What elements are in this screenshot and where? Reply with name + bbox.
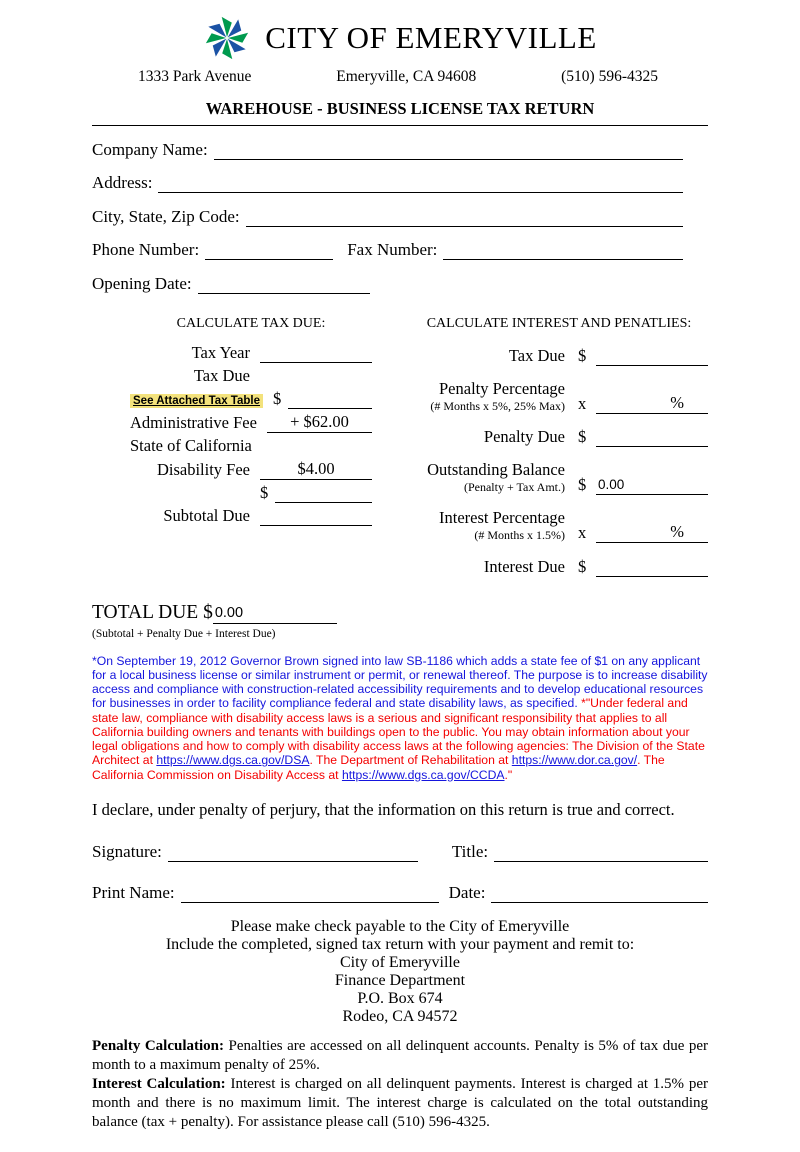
interest-due-row [410, 556, 708, 577]
penalty-percentage-row [410, 379, 708, 414]
disability-fee-row [130, 459, 372, 480]
interest-tax-due-label: Tax Due [508, 345, 565, 365]
penalty-due-label: Penalty Due [483, 427, 565, 447]
calculation-section [92, 316, 708, 577]
legal-red-segment-3: . The California Commission on Disability Access at [92, 753, 665, 782]
date-line [491, 883, 708, 904]
remittance-instructions [92, 918, 708, 1026]
printname-date-row [92, 883, 708, 904]
penalty-due-line [596, 427, 708, 448]
interest-calculation-paragraph [92, 1075, 708, 1132]
city-state-zip-text: Emeryville, CA 94608 [336, 68, 477, 85]
interest-percentage-row [410, 508, 708, 543]
city-name-title: CITY OF EMERYVILLE [265, 20, 597, 55]
disability-fee-value: $4.00 [297, 458, 335, 478]
tax-table-note-row [130, 389, 372, 409]
interest-tax-due-line [596, 345, 708, 366]
dollar-sign: $ [272, 388, 282, 408]
interest-percentage-line [596, 522, 708, 543]
remit-city-name: City of Emeryville [340, 954, 460, 972]
header-divider [92, 125, 708, 126]
phone-number-text: (510) 596-4325 [561, 68, 658, 85]
interest-due-line [596, 556, 708, 577]
tax-due-label-row [130, 366, 372, 386]
state-of-california-row [130, 436, 372, 456]
phone-fax-row [92, 240, 708, 261]
ccda-link[interactable]: https://www.dgs.ca.gov/CCDA [341, 767, 505, 782]
phone-number-label: Phone Number: [92, 240, 200, 260]
header-address-row [92, 68, 708, 86]
interest-section-title: CALCULATE INTEREST AND PENATLIES: [426, 315, 692, 331]
address-row [92, 173, 708, 194]
interest-calculation-label: Interest Calculation: [92, 1075, 226, 1092]
disability-fee-line [260, 459, 372, 480]
dollar-sign: $ [578, 427, 587, 447]
administrative-fee-value: + $62.00 [290, 411, 349, 431]
administrative-fee-label: Administrative Fee [130, 412, 257, 432]
total-due-value: 0.00 [214, 605, 244, 622]
tax-year-label: Tax Year [191, 342, 250, 362]
street-address: 1333 Park Avenue [138, 68, 252, 85]
penalty-percentage-line [596, 393, 708, 414]
penalty-percentage-sublabel: (# Months x 5%, 25% Max) [430, 398, 565, 413]
tax-due-section-title: CALCULATE TAX DUE: [176, 315, 326, 331]
phone-number-line [205, 240, 333, 261]
city-state-zip-label: City, State, Zip Code: [92, 206, 240, 226]
dollar-sign: $ [578, 557, 587, 577]
tax-year-line [260, 343, 372, 363]
interest-percentage-sublabel: (# Months x 1.5%) [474, 528, 565, 543]
subtotal-due-label: Subtotal Due [163, 505, 250, 525]
tax-due-amount-line [288, 389, 372, 409]
calculation-notes [92, 1037, 708, 1132]
state-of-california-label: State of California [130, 435, 252, 455]
city-state-zip-line [246, 206, 683, 227]
penalty-percentage-label: Penalty Percentage [439, 378, 565, 398]
tax-due-label: Tax Due [193, 365, 250, 385]
legal-notice [92, 654, 708, 782]
signature-label: Signature: [92, 841, 162, 861]
address-line [158, 173, 683, 194]
dsa-link[interactable]: https://www.dgs.ca.gov/DSA [156, 753, 310, 768]
dollar-sign: $ [260, 482, 269, 502]
dollar-sign: $ [578, 475, 587, 495]
company-name-row [92, 139, 708, 160]
percent-sign: % [670, 522, 684, 542]
see-attached-tax-table-note: See Attached Tax Table [130, 394, 263, 408]
opening-date-label: Opening Date: [92, 273, 192, 293]
outstanding-balance-sublabel: (Penalty + Tax Amt.) [463, 480, 565, 495]
date-label: Date: [448, 883, 486, 903]
company-name-line [214, 139, 683, 160]
administrative-fee-row [130, 412, 372, 433]
penalty-calculation-label: Penalty Calculation: [92, 1037, 224, 1054]
legal-red-segment-1: *"Under federal and state law, compliance with disability access laws is a serious and significant responsibility that applies to all California building owners and tenants with buildings open to the public. You may obtain information about your legal obligations and how to comply with disability access laws at the following agencies: The Division of the State Architect at [92, 696, 705, 768]
total-due-caption: (Subtotal + Penalty Due + Interest Due) [92, 627, 276, 640]
interest-due-label: Interest Due [483, 557, 565, 577]
penalty-calculation-paragraph [92, 1037, 708, 1075]
city-state-zip-row [92, 206, 708, 227]
opening-date-line [198, 273, 370, 294]
remit-city-state-zip: Rodeo, CA 94572 [342, 1008, 458, 1026]
outstanding-balance-line [596, 475, 708, 496]
print-name-label: Print Name: [92, 883, 175, 903]
outstanding-balance-row [410, 460, 708, 495]
legal-red-segment-4: ." [504, 767, 513, 782]
address-label: Address: [92, 173, 153, 193]
multiply-sign: x [578, 523, 587, 543]
form-title: WAREHOUSE - BUSINESS LICENSE TAX RETURN [205, 99, 595, 118]
total-due-row [92, 601, 708, 623]
calculate-interest-penalties-section [410, 316, 708, 577]
outstanding-balance-label: Outstanding Balance [427, 460, 565, 480]
dollar-sign: $ [578, 345, 587, 365]
penalty-calculation-text: Penalties are accessed on all delinquent accounts. Penalty is 5% of tax due per month to a maximum penalty of 25%. [92, 1037, 709, 1073]
fax-number-label: Fax Number: [347, 240, 438, 260]
tax-year-row [130, 343, 372, 363]
interest-percentage-label: Interest Percentage [439, 508, 565, 528]
signature-title-row [92, 841, 708, 862]
disability-fee-label: Disability Fee [156, 459, 250, 479]
title-line [494, 841, 708, 862]
calculate-tax-due-section [130, 316, 372, 526]
legal-red-segment-2: . The Department of Rehabilitation at [309, 753, 512, 768]
perjury-declaration: I declare, under penalty of perjury, that the information on this return is true and correct. [92, 799, 675, 819]
legal-blue-intro: *On September 19, 2012 Governor Brown signed into law SB-1186 which adds a state fee of $1 on any applicant for a local business license or similar instrument or permit, or renewal thereof. The purpose is to increase disability access and compliance with construction-related accessibility requirements and to develop educational resources for businesses in order to facility compliance federal and state disability laws, as specified. [92, 653, 708, 711]
check-payable-text: Please make check payable to the City of Emeryville [230, 918, 570, 936]
city-of-emeryville-logo-icon [203, 14, 251, 62]
total-due-line [213, 601, 337, 623]
company-name-label: Company Name: [92, 139, 208, 159]
remit-department: Finance Department [334, 972, 466, 990]
outstanding-balance-value: 0.00 [598, 477, 625, 493]
penalty-due-row [410, 427, 708, 448]
title-label: Title: [451, 841, 489, 861]
opening-date-row [92, 273, 708, 294]
interest-calculation-text: Interest is charged on all delinquent payments. Interest is charged at 1.5% per month and there is no maximum limit. The interest charge is calculated on the total outstanding balance (tax + penalty). For assistance please call (510) 596-4325. [92, 1075, 708, 1130]
multiply-sign: x [578, 393, 587, 413]
fax-number-line [443, 240, 683, 261]
total-due-label: TOTAL DUE $ [92, 601, 213, 623]
administrative-fee-line [267, 412, 372, 433]
remit-instruction-text: Include the completed, signed tax return with your payment and remit to: [165, 936, 635, 954]
remit-po-box: P.O. Box 674 [357, 990, 443, 1008]
percent-sign: % [670, 392, 684, 412]
interest-tax-due-row [410, 345, 708, 366]
subtotal-due-line [260, 506, 372, 526]
sum-row [130, 483, 372, 503]
sum-line [275, 483, 372, 503]
print-name-line [181, 883, 439, 904]
dor-link[interactable]: https://www.dor.ca.gov/ [511, 753, 638, 768]
subtotal-due-row [130, 506, 372, 526]
header-brand [92, 14, 708, 62]
signature-line [168, 841, 418, 862]
